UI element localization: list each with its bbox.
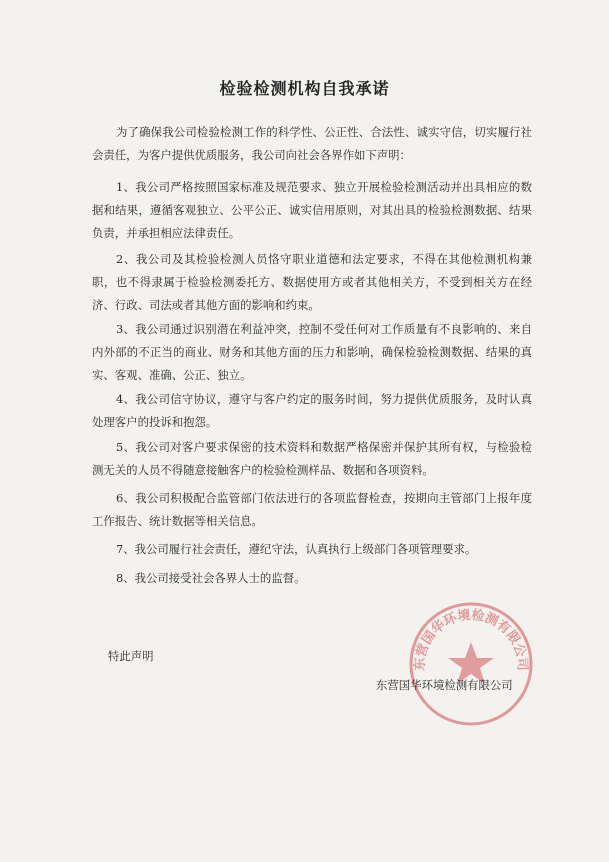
page-title: 检验检测机构自我承诺 <box>219 79 390 98</box>
commitment-item-1: 1、我公司严格按照国家标准及规范要求、独立开展检验检测活动并出具相应的数据和结果，遵循客观独立、公平公正、诚实信用原则，对其出具的检验检测数据、结果负责，并承担相应法律责任。 <box>92 180 532 240</box>
svg-text:东营国华环境检测有限公司: 东营国华环境检测有限公司 <box>412 608 530 672</box>
commitment-item-5: 5、我公司对客户要求保密的技术资料和数据严格保密并保护其所有权，与检验检测无关的人员不得随意接触客户的检验检测样品、数据和各项资料。 <box>92 440 532 477</box>
company-seal-stamp <box>405 598 537 730</box>
company-signature: 东营国华环境检测有限公司 <box>376 678 513 692</box>
commitment-item-4: 4、我公司信守协议，遵守与客户约定的服务时间，努力提供优质服务，及时认真处理客户的投诉和抱怨。 <box>92 392 532 429</box>
commitment-item-8: 8、我公司接受社会各界人士的监督。 <box>116 571 306 585</box>
commitment-item-7: 7、我公司履行社会责任，遵纪守法，认真执行上级部门各项管理要求。 <box>116 542 477 556</box>
commitment-item-2: 2、我公司及其检验检测人员恪守职业道德和法定要求，不得在其他检测机构兼职，也不得隶属于检验检测委托方、数据使用方或者其他相关方，不受到相关方在经济、行政、司法或者其他方面的影响和约束。 <box>92 252 532 312</box>
closing-statement: 特此声明 <box>108 649 154 663</box>
commitment-item-6: 6、我公司积极配合监管部门依法进行的各项监督检查，按期向主管部门上报年度工作报告、统计数据等相关信息。 <box>92 491 532 528</box>
commitment-item-3: 3、我公司通过识别潜在利益冲突，控制不受任何对工作质量有不良影响的、来自内外部的不正当的商业、财务和其他方面的压力和影响，确保检验检测数据、结果的真实、客观、准确、公正、独立。 <box>92 322 532 382</box>
intro-paragraph: 为了确保我公司检验检测工作的科学性、公正性、合法性、诚实守信，切实履行社会责任，为客户提供优质服务，我公司向社会各界作如下声明： <box>92 125 532 162</box>
